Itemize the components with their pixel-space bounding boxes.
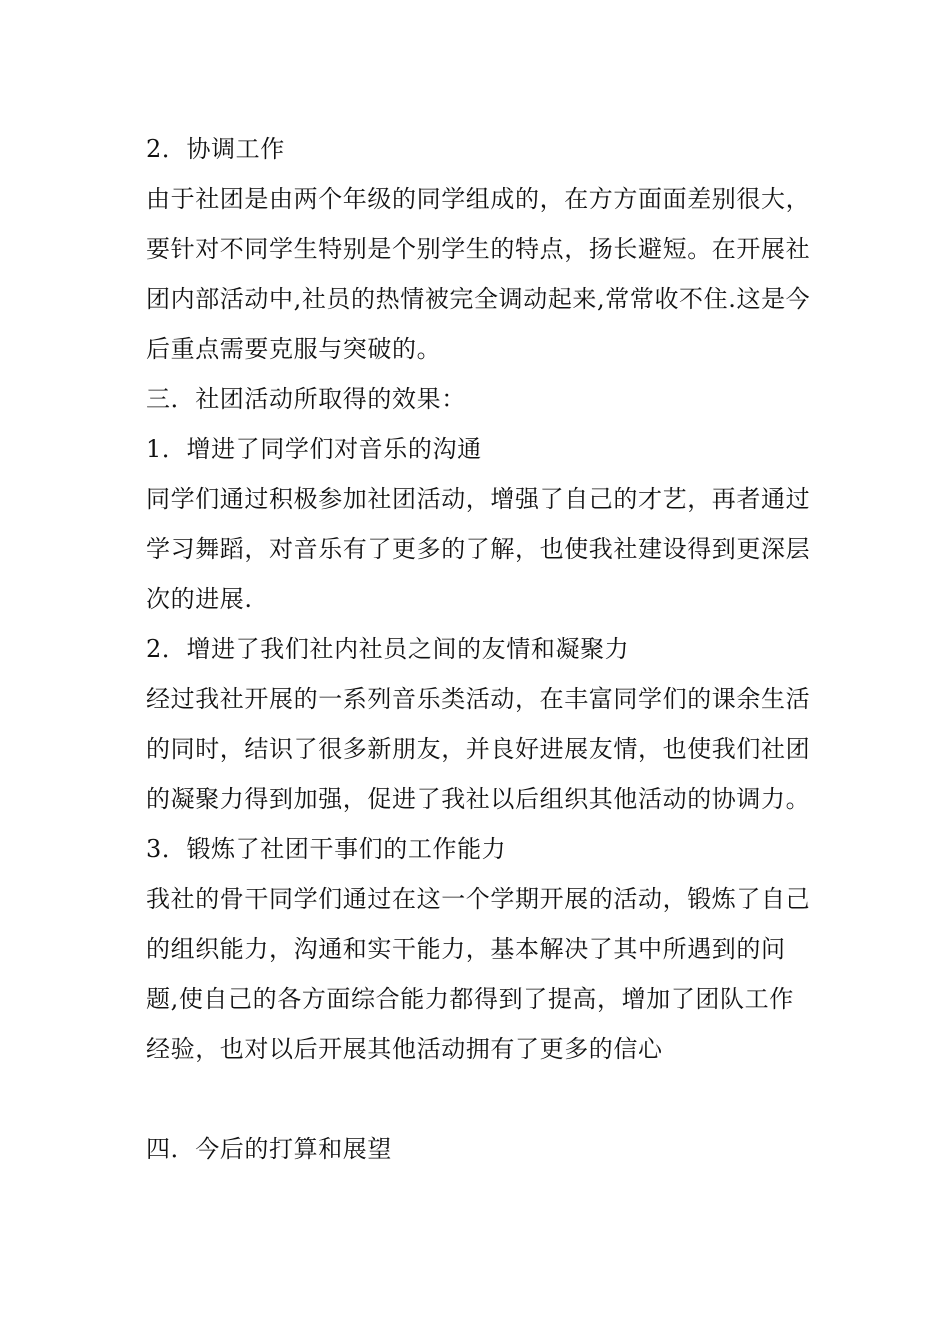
subheading-music-communication: 1．增进了同学们对音乐的沟通 bbox=[146, 435, 482, 463]
section-heading-future-plans: 四．今后的打算和展望 bbox=[146, 1135, 392, 1163]
paragraph-coordination: 由于社团是由两个年级的同学组成的，在方方面面差别很大，要针对不同学生特别是个别学生的特点，扬长避短。在开展社团内部活动中,社员的热情被完全调动起来,常常收不住.这是今后重点需要克服与突破的。 bbox=[146, 185, 811, 363]
paragraph-work-ability: 我社的骨干同学们通过在这一个学期开展的活动，锻炼了自己的组织能力，沟通和实干能力，基本解决了其中所遇到的问题,使自己的各方面综合能力都得到了提高，增加了团队工作经验，也对以后开展其他活动拥有了更多的信心 bbox=[146, 885, 811, 1063]
subheading-friendship-cohesion: 2．增进了我们社内社员之间的友情和凝聚力 bbox=[146, 635, 630, 663]
blank-line bbox=[146, 1074, 812, 1124]
section-heading-coordination: 2．协调工作 bbox=[146, 135, 285, 163]
section-heading-effects: 三．社团活动所取得的效果： bbox=[146, 385, 466, 413]
document-body bbox=[146, 124, 812, 1174]
paragraph-music-communication: 同学们通过积极参加社团活动，增强了自己的才艺，再者通过学习舞蹈，对音乐有了更多的了解，也使我社建设得到更深层次的进展. bbox=[146, 485, 811, 613]
paragraph-friendship-cohesion: 经过我社开展的一系列音乐类活动，在丰富同学们的课余生活的同时，结识了很多新朋友，并良好进展友情，也使我们社团的凝聚力得到加强，促进了我社以后组织其他活动的协调力。 bbox=[146, 685, 811, 813]
subheading-work-ability: 3．锻炼了社团干事们的工作能力 bbox=[146, 835, 507, 863]
